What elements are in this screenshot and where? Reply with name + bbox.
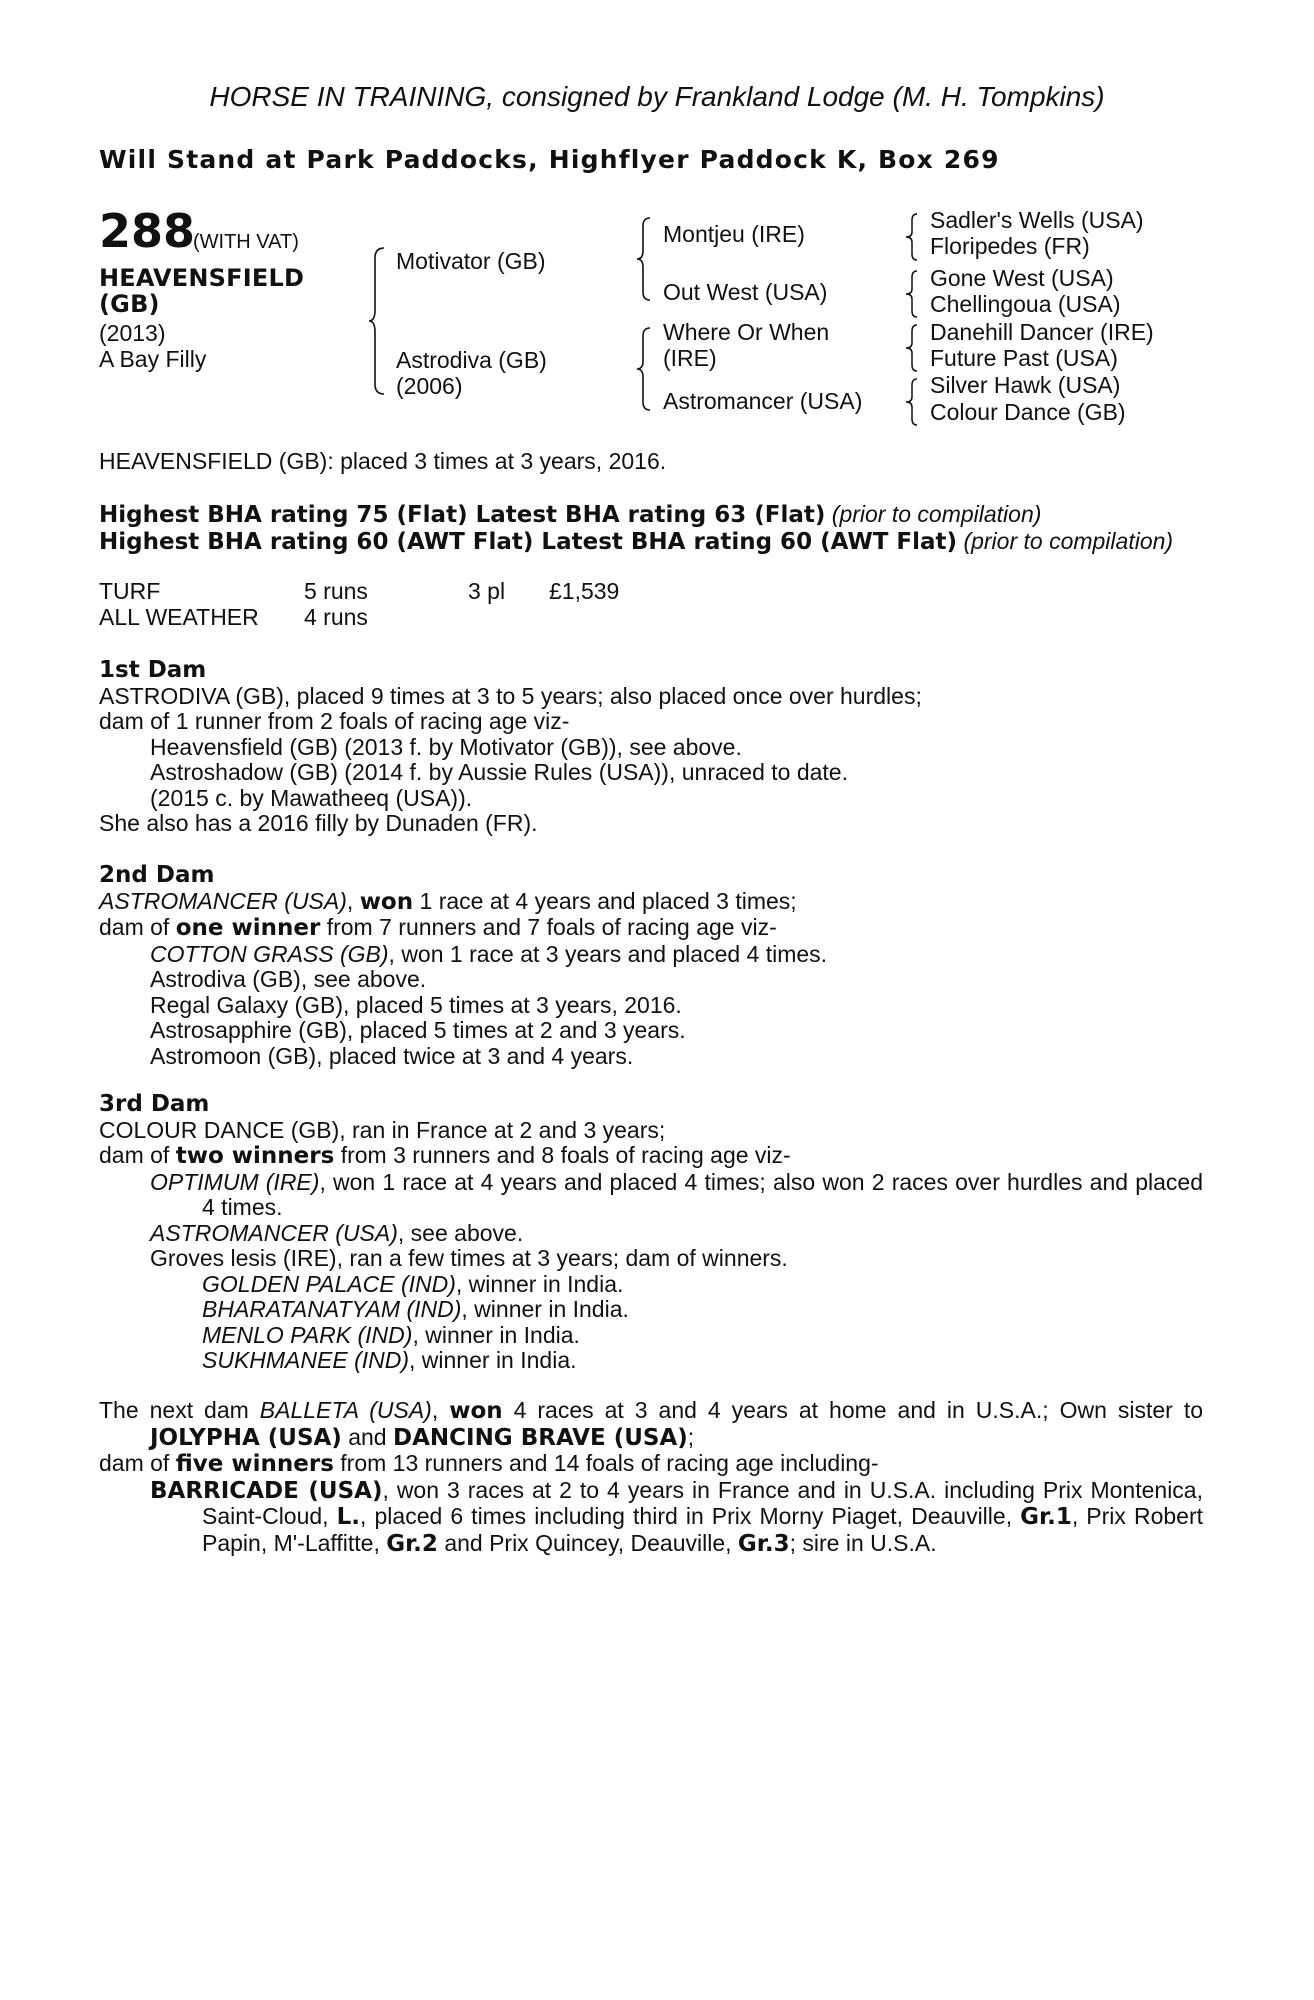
perf-prize: £1,539 <box>549 578 620 604</box>
winners-count: five winners <box>175 1451 334 1477</box>
dam-description: 1 race at 4 years and placed 3 times; <box>419 887 797 914</box>
pedigree-sire: Motivator (GB) <box>396 248 546 274</box>
next-dam-section <box>99 1398 1203 1557</box>
conjunction: and <box>348 1423 387 1450</box>
next-dam-label: The next dam <box>99 1397 249 1423</box>
winner-name: OPTIMUM (IRE) <box>150 1168 320 1195</box>
produce-item: Groves lesis (IRE), ran a few times at 3 years; dam of winners. <box>150 1245 788 1271</box>
pedigree-dam-dam: Astromancer (USA) <box>663 388 863 414</box>
pedigree-sire-dam: Out West (USA) <box>663 279 828 305</box>
dam-produce-intro: from 7 runners and 7 foals of racing age viz- <box>326 914 777 940</box>
perf-prize <box>549 605 619 631</box>
ratings-section <box>99 502 1203 555</box>
perf-surface: ALL WEATHER <box>99 603 259 630</box>
produce-detail: , see above. <box>397 1219 524 1246</box>
next-dam-description: The next dam BALLETA (USA), won 4 races at 3 and 4 years at home and in U.S.A.; Own sister to JOLYPHA (USA) and DANCING BRAVE (USA); <box>99 1397 1204 1451</box>
dam-name: BALLETA (USA) <box>259 1397 432 1423</box>
produce-item <box>99 1170 1203 1221</box>
punctuation: ; <box>687 1423 695 1450</box>
group-label: Gr.1 <box>1020 1504 1072 1530</box>
stand-location: Will Stand at Park Paddocks, Highflyer Paddock K, Box 269 <box>99 145 1000 174</box>
produce-item: (2015 c. by Mawatheeq (USA)). <box>150 784 473 811</box>
third-dam-section <box>99 1092 1203 1374</box>
pedigree-dam: Astrodiva (GB) <box>396 347 547 373</box>
winners-count: one winner <box>175 915 321 941</box>
performance-row <box>99 605 619 631</box>
group-label: Gr.3 <box>737 1530 790 1557</box>
pedigree-ggp: Future Past (USA) <box>930 345 1118 371</box>
produce-detail: , won 3 races at 2 to 4 years in France and in U.S.A. including Prix Montenica, Saint-Cloud, <box>202 1476 1203 1529</box>
produce-item: Astroshadow (GB) (2014 f. by Aussie Rules (USA)), unraced to date. <box>150 759 848 785</box>
winner-name: GOLDEN PALACE (IND) <box>202 1270 456 1297</box>
dam-of: dam of <box>99 1450 170 1476</box>
winner-name: COTTON GRASS (GB) <box>150 940 389 967</box>
won-label: won <box>359 888 414 915</box>
produce-detail: , Prix Robert Papin, M'-Laffitte, <box>202 1503 1203 1556</box>
horse-year: (2013) <box>99 320 166 346</box>
pedigree-bracket-ggp3 <box>905 323 921 373</box>
produce-detail: ; sire in U.S.A. <box>789 1529 937 1556</box>
rating-note: (prior to compilation) <box>963 527 1174 554</box>
pedigree-bracket-ggp2 <box>905 269 921 319</box>
produce-item <box>99 942 1203 968</box>
winner-name: ASTROMANCER (USA) <box>150 1219 398 1246</box>
rating-note: (prior to compilation) <box>831 501 1042 527</box>
pedigree-ggp: Colour Dance (GB) <box>930 399 1126 425</box>
dam-produce-intro: dam of 1 runner from 2 foals of racing age viz- <box>99 708 570 734</box>
produce-detail: , won 1 race at 4 years and placed 4 times; also won 2 races over hurdles and placed 4 times. <box>202 1168 1203 1220</box>
grandproduce-item <box>99 1272 1203 1298</box>
dam-of: dam of <box>99 914 170 940</box>
section-heading: 3rd Dam <box>99 1091 210 1117</box>
produce-item <box>99 1478 1203 1558</box>
dam-produce-intro: from 3 runners and 8 foals of racing age viz- <box>340 1142 791 1168</box>
vat-note: (WITH VAT) <box>193 231 299 253</box>
grandproduce-item <box>99 1297 1203 1323</box>
pedigree-ggp: Chellingoua (USA) <box>930 291 1121 317</box>
winners-count: two winners <box>175 1143 335 1169</box>
pedigree-ggp: Floripedes (FR) <box>930 233 1090 259</box>
performance-table <box>99 579 1203 630</box>
perf-placed <box>468 605 549 631</box>
dam-note: She also has a 2016 filly by Dunaden (FR). <box>99 810 538 836</box>
horse-origin: (GB) <box>99 290 160 318</box>
dam-of: dam of <box>99 1142 170 1168</box>
listed-label: L. <box>336 1504 361 1530</box>
pedigree-bracket-ggp1 <box>905 212 921 262</box>
horse-description: A Bay Filly <box>99 346 207 372</box>
pedigree-bracket-ggp4 <box>905 377 921 427</box>
produce-item: Regal Galaxy (GB), placed 5 times at 3 years, 2016. <box>150 991 682 1018</box>
pedigree-dam-year: (2006) <box>396 373 463 399</box>
produce-detail: , winner in India. <box>409 1347 577 1373</box>
group-label: Gr.2 <box>386 1530 438 1557</box>
produce-detail: , won 1 race at 3 years and placed 4 times. <box>388 940 828 967</box>
produce-item <box>99 1221 1203 1247</box>
sibling-name: DANCING BRAVE (USA) <box>392 1424 688 1451</box>
rating-flat: Highest BHA rating 75 (Flat) Latest BHA rating 63 (Flat) <box>99 502 826 528</box>
perf-placed: 3 pl <box>468 578 506 604</box>
produce-detail: , winner in India. <box>461 1296 629 1322</box>
dam-description: 4 races at 3 and 4 years at home and in U.S.A.; Own sister to <box>513 1397 1204 1423</box>
perf-runs: 5 runs <box>304 578 368 604</box>
dam-description: ASTRODIVA (GB), placed 9 times at 3 to 5 years; also placed once over hurdles; <box>99 682 922 709</box>
produce-item: Astromoon (GB), placed twice at 3 and 4 years. <box>150 1042 634 1069</box>
pedigree-bracket-dam <box>636 326 654 412</box>
produce-detail: , placed 6 times including third in Prix Morny Piaget, Deauville, <box>360 1503 1013 1529</box>
winner-name: BHARATANATYAM (IND) <box>202 1296 462 1322</box>
catalogue-header: HORSE IN TRAINING, consigned by Frankland Lodge (M. H. Tompkins) <box>209 81 1105 112</box>
produce-item: Astrodiva (GB), see above. <box>150 966 427 992</box>
section-heading: 2nd Dam <box>99 862 215 888</box>
won-label: won <box>449 1398 503 1424</box>
winner-name: BARRICADE (USA) <box>150 1477 383 1504</box>
pedigree-sire-sire: Montjeu (IRE) <box>663 221 805 247</box>
winner-name: MENLO PARK (IND) <box>202 1321 413 1348</box>
pedigree-ggp: Sadler's Wells (USA) <box>930 207 1144 233</box>
pedigree-dam-sire-origin: (IRE) <box>663 345 717 371</box>
pedigree-ggp: Danehill Dancer (IRE) <box>930 319 1154 345</box>
produce-detail: and Prix Quincey, Deauville, <box>444 1529 732 1556</box>
pedigree-bracket-gen1 <box>368 246 388 396</box>
sibling-name: JOLYPHA (USA) <box>150 1424 342 1451</box>
winner-name: SUKHMANEE (IND) <box>202 1347 410 1373</box>
dam-description: COLOUR DANCE (GB), ran in France at 2 and 3 years; <box>99 1116 666 1143</box>
performance-row <box>99 579 619 605</box>
dam-produce-intro: from 13 runners and 14 foals of racing age including- <box>340 1450 879 1476</box>
produce-item: Heavensfield (GB) (2013 f. by Motivator (GB)), see above. <box>150 733 742 760</box>
perf-runs: 4 runs <box>304 603 368 630</box>
rating-awt: Highest BHA rating 60 (AWT Flat) Latest BHA rating 60 (AWT Flat) <box>99 528 958 555</box>
grandproduce-item <box>99 1323 1203 1349</box>
produce-detail: , winner in India. <box>412 1321 580 1348</box>
perf-surface: TURF <box>99 578 161 604</box>
first-dam-section <box>99 658 1203 837</box>
horse-name: HEAVENSFIELD <box>99 264 305 292</box>
race-record-summary: HEAVENSFIELD (GB): placed 3 times at 3 years, 2016. <box>99 448 667 474</box>
section-heading: 1st Dam <box>99 657 207 683</box>
produce-detail: , winner in India. <box>455 1270 624 1297</box>
pedigree-dam-sire: Where Or When <box>663 319 830 345</box>
second-dam-section: 2nd Dam ASTROMANCER (USA), won 1 race at 4 years and placed 3 times; dam of one winner from 7 runners and 7 foals of racing age viz- COTTON GRASS (GB), won 1 race at 3 years and placed 4 times. Astrodiva (GB), see above. Regal Galaxy (GB), placed 5 times at 3 years, 2016. Astrosapphire (GB), placed 5 times at 2 and 3 years. Astromoon (GB), placed twice at 3 and 4 years. <box>99 863 1203 1069</box>
pedigree-ggp: Silver Hawk (USA) <box>930 372 1121 398</box>
pedigree-ggp: Gone West (USA) <box>930 265 1114 291</box>
lot-number: 288 <box>99 204 196 258</box>
grandproduce-item <box>99 1348 1203 1374</box>
pedigree-bracket-sire <box>636 216 654 302</box>
produce-item: Astrosapphire (GB), placed 5 times at 2 and 3 years. <box>150 1017 686 1043</box>
dam-name: ASTROMANCER (USA) <box>99 887 347 914</box>
